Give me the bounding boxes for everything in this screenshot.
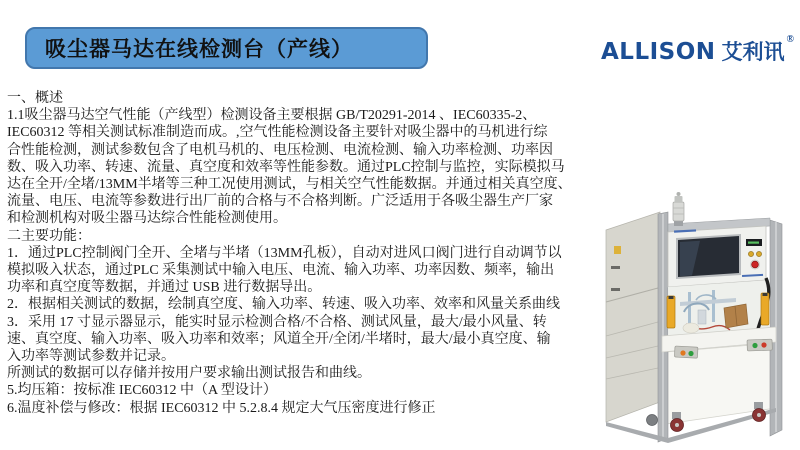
body-line: 达在全开/全堵/13MM半堵等三种工况使用测试，与相关空气性能数据。并通过相关真空度、 (7, 177, 572, 193)
motor-under-test (683, 323, 699, 333)
cabinet-latch (611, 288, 620, 291)
start-button-green (752, 343, 757, 348)
machine-photo (588, 150, 800, 445)
body-line: IEC60312 等相关测试标准制造而成。,空气性能检测设备主要针对吸尘器中的马机进行综 (7, 125, 548, 141)
body-line: 模拟吸入状态，通过PLC 采集测试中输入电压、电流、输入功率、功率因数、频率，输出 (7, 263, 555, 279)
body-line: 6.温度补偿与修改：根据 IEC60312 中 5.2.8.4 规定大气压密度进行修正 (7, 400, 436, 416)
light-curtain-left (667, 296, 675, 328)
body-line: 功率和真空度等数据，并通过 USB 进行数据导出。 (7, 280, 322, 296)
body-text-block (7, 90, 599, 417)
panel-button-yellow (756, 251, 761, 256)
warning-sticker (614, 246, 621, 254)
registered-trademark-icon: ® (786, 34, 795, 45)
brand-logo (601, 34, 795, 65)
body-line: 入功率等测试参数并记录。 (7, 349, 175, 365)
page-title: 吸尘器马达在线检测台（产线） (45, 37, 353, 61)
body-line: 速、真空度、输入功率、吸入功率和效率；风道全开/全闭/半堵时，最大/最小真空度、输 (7, 331, 551, 347)
panel-button-yellow (748, 251, 753, 256)
button-box-left (674, 346, 698, 358)
body-line: 数、吸入功率、转速、流量、真空度和效率等性能参数。通过PLC控制与监控，实际模拟马 (7, 159, 565, 175)
title-banner (25, 27, 428, 69)
stop-button-red (761, 342, 766, 347)
logo-latin-text: ALLISON (601, 39, 716, 65)
body-line: 和检测机构对吸尘器马达综合性能检测使用。 (7, 211, 287, 227)
body-line: 3．采用 17 寸显示器显示，能实时显示检测合格/不合格、测试风量，最大/最小风量、转 (7, 314, 547, 330)
logo-cjk-text: 艾利讯 (721, 40, 785, 64)
signal-tower (673, 192, 684, 226)
start-button-green (688, 351, 693, 356)
machine-cabinet-left (606, 212, 660, 422)
body-line: 所测试的数据可以存储并按用户要求输出测试报告和曲线。 (7, 366, 371, 382)
body-line: 5.均压箱：按标准 IEC60312 中（A 型设计） (7, 383, 277, 399)
body-line: 1.1吸尘器马达空气性能（产线型）检测设备主要根据 GB/T20291-2014 、IEC60335-2、 (7, 108, 537, 124)
body-line: 二主要功能： (7, 228, 91, 244)
body-line: 流量、电压、电流等参数进行出厂前的合格与不合格判断。广泛适用于各吸尘器生产厂家 (7, 194, 553, 210)
body-line: 1．通过PLC控制阀门全开、全堵与半堵（13MM孔板），自动对进风口阀门进行自动调节以 (7, 245, 562, 261)
control-panel (668, 226, 766, 287)
cabinet-latch (611, 266, 620, 269)
light-curtain-right (761, 293, 769, 325)
emergency-stop-button (752, 261, 759, 268)
body-line: 一、概述 (7, 91, 63, 106)
body-line: 2．根据相关测试的数据，绘制真空度、输入功率、转速、吸入功率、效率和风量关系曲线 (7, 297, 560, 313)
display-digits (748, 242, 759, 244)
start-button-orange (680, 350, 685, 355)
body-line: 合性能检测，测试参数包含了电机马机的、电压检测、电流检测、输入功率检测、功率因 (7, 142, 553, 158)
button-box-right (747, 339, 772, 351)
